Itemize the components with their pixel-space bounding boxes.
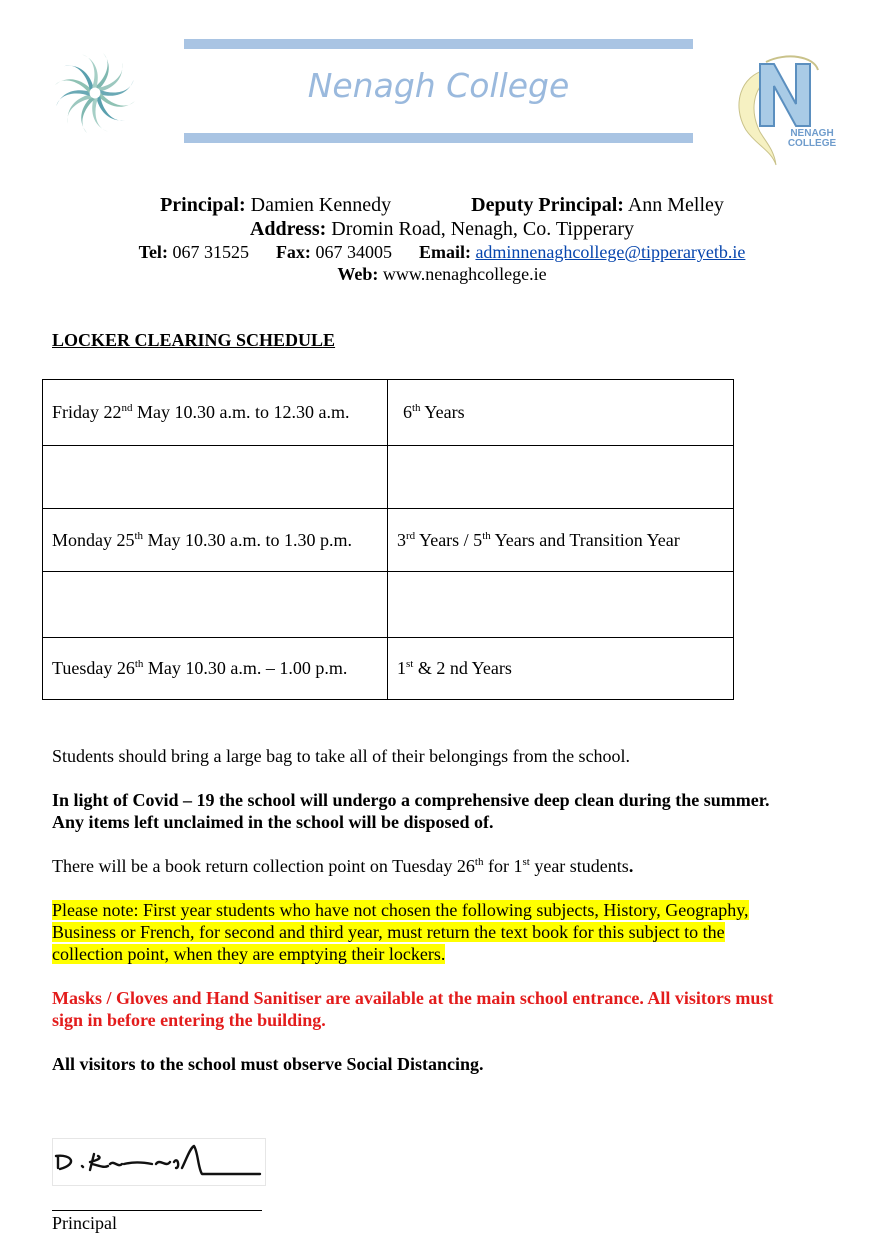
masks-note: [52, 987, 832, 1031]
fax-value: 067 34005: [315, 242, 392, 262]
book-return-note: There will be a book return collection point on Tuesday 26th for 1st year students.: [52, 856, 634, 876]
address-label: Address:: [249, 218, 327, 240]
covid-line-2: Any items left unclaimed in the school will be disposed of.: [52, 812, 494, 832]
email-link[interactable]: adminnenaghcollege@tipperaryetb.ie: [475, 242, 746, 262]
schedule-time-cell: Friday 22nd May 10.30 a.m. to 12.30 a.m.: [43, 380, 388, 446]
web-value: www.nenaghcollege.ie: [382, 264, 547, 284]
schedule-table: [42, 379, 734, 700]
address-value: Dromin Road, Nenagh, Co. Tipperary: [331, 218, 635, 240]
tel-value: 067 31525: [172, 242, 249, 262]
masks-line-1: Masks / Gloves and Hand Sanitiser are available at the main school entrance. All visitors must: [52, 988, 774, 1008]
address-line: [0, 218, 884, 241]
please-note: [52, 899, 832, 965]
schedule-heading: LOCKER CLEARING SCHEDULE: [52, 330, 336, 350]
covid-line-1: In light of Covid – 19 the school will undergo a comprehensive deep clean during the summer.: [52, 790, 770, 810]
covid-note: [52, 789, 832, 833]
please-line-1: Please note: First year students who have not chosen the following subjects, History, Geography,: [52, 900, 749, 920]
schedule-empty-cell: [388, 572, 734, 638]
crest-text-line2: COLLEGE: [787, 138, 836, 149]
college-title: Nenagh College: [307, 66, 570, 105]
table-row: [43, 509, 734, 572]
header-band-bottom: [184, 133, 693, 143]
please-line-2: Business or French, for second and third year, must return the text book for this subject to the: [52, 922, 725, 942]
table-row: [43, 638, 734, 700]
web-line: [0, 264, 884, 285]
schedule-empty-cell: [43, 572, 388, 638]
fax-label: Fax:: [275, 242, 311, 262]
table-row: [43, 380, 734, 446]
web-label: Web:: [337, 264, 379, 284]
schedule-group-cell: 6th Years: [388, 380, 734, 446]
schedule-time-cell: Monday 25th May 10.30 a.m. to 1.30 p.m.: [43, 509, 388, 572]
deputy-name: Ann Melley: [627, 194, 724, 216]
principal-name: Damien Kennedy: [250, 194, 392, 216]
distancing-note: All visitors to the school must observe Social Distancing.: [52, 1054, 484, 1074]
tel-label: Tel:: [138, 242, 168, 262]
signature-line: [52, 1210, 262, 1211]
bag-note: Students should bring a large bag to take all of their belongings from the school.: [52, 746, 631, 766]
schedule-time-cell: Tuesday 26th May 10.30 a.m. – 1.00 p.m.: [43, 638, 388, 700]
masks-line-2: sign in before entering the building.: [52, 1010, 326, 1030]
schedule-group-cell: 3rd Years / 5th Years and Transition Year: [388, 509, 734, 572]
principal-label: Principal:: [160, 194, 246, 216]
principal-signature: [52, 1138, 266, 1186]
table-row: [43, 572, 734, 638]
please-line-3: collection point, when they are emptying their lockers.: [52, 944, 446, 964]
table-row: [43, 446, 734, 509]
signature-label: Principal: [52, 1213, 117, 1233]
email-label: Email:: [418, 242, 471, 262]
phone-line: [0, 242, 884, 263]
schedule-empty-cell: [43, 446, 388, 509]
college-crest-icon: [726, 50, 836, 170]
swirl-logo-icon: [52, 50, 138, 136]
principal-line: [0, 194, 884, 217]
deputy-label: Deputy Principal:: [471, 194, 624, 216]
schedule-group-cell: 1st & 2 nd Years: [388, 638, 734, 700]
crest-text-line1: NENAGH: [790, 128, 834, 139]
schedule-empty-cell: [388, 446, 734, 509]
header-band-top: [184, 39, 693, 49]
